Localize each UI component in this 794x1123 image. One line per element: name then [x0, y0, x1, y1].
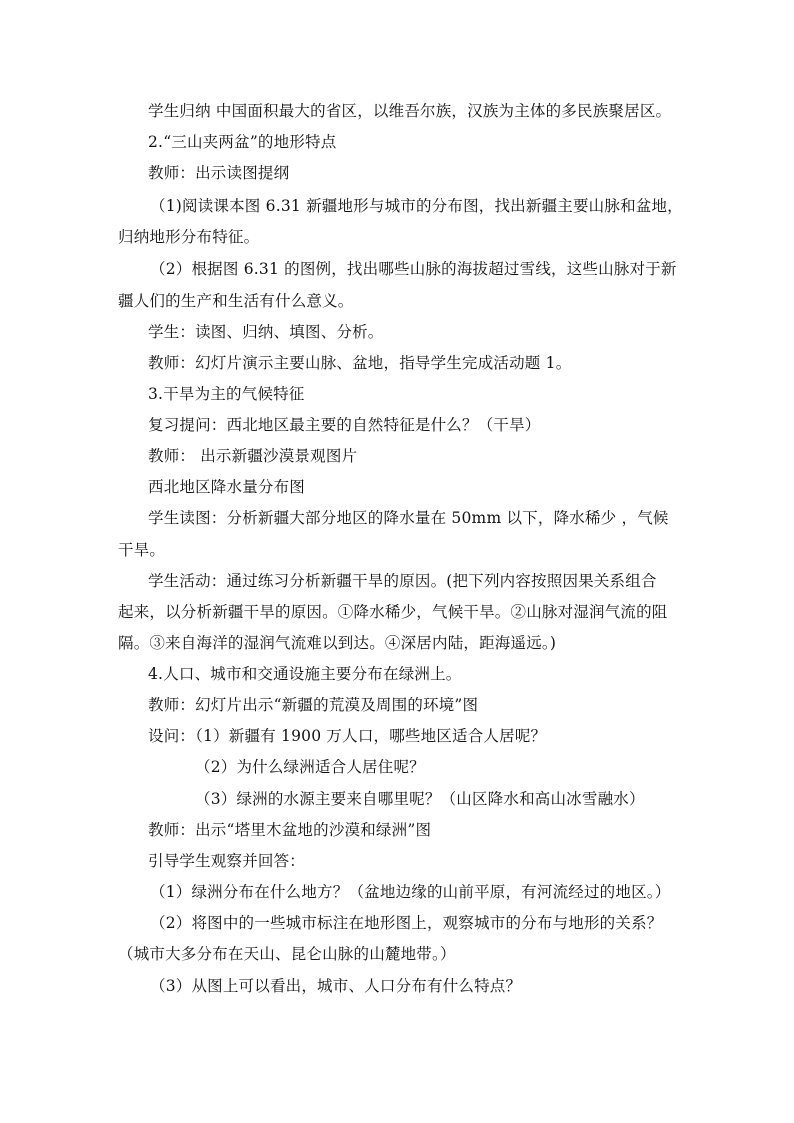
- section-heading: 2.“三山夹两盆”的地形特点: [148, 133, 337, 151]
- text-line: （1)阅读课本图 6.31 新疆地形与城市的分布图，找出新疆主要山脉和盆地，: [150, 197, 683, 215]
- text-line: 教师：幻灯片演示主要山脉、盆地，指导学生完成活动题 1。: [148, 354, 572, 372]
- text-line: （城市大多分布在天山、昆仑山脉的山麓地带。）: [118, 945, 456, 963]
- text-line: 隔。③来自海洋的湿润气流难以到达。④深居内陆，距海遥远。): [118, 634, 557, 652]
- text-line: 教师：幻灯片出示“新疆的荒漠及周围的环境”图: [148, 696, 479, 714]
- text-line: （3）绿洲的水源主要来自哪里呢？（山区降水和高山冰雪融水）: [195, 790, 645, 808]
- text-line: （2）为什么绿洲适合人居住呢？: [195, 758, 425, 776]
- text-line: 设问：（1）新疆有 1900 万人口，哪些地区适合人居呢？: [148, 727, 547, 745]
- text-line: 教师：出示“塔里木盆地的沙漠和绿洲”图: [148, 821, 432, 839]
- text-line: 学生读图：分析新疆大部分地区的降水量在 50mm 以下，降水稀少 ，气候: [148, 509, 669, 527]
- text-line: 学生归纳 中国面积最大的省区，以维吾尔族，汉族为主体的多民族聚居区。: [148, 102, 672, 120]
- text-line: （3）从图上可以看出，城市、人口分布有什么特点？: [150, 977, 522, 995]
- text-line: 学生活动：通过练习分析新疆干旱的原因。(把下列内容按照因果关系组合: [148, 572, 657, 590]
- text-line: 西北地区降水量分布图: [148, 478, 306, 496]
- section-heading: 4.人口、城市和交通设施主要分布在绿洲上。: [148, 665, 462, 683]
- text-line: 复习提问：西北地区最主要的自然特征是什么？（干旱）: [148, 416, 541, 434]
- section-heading: 3.干旱为主的气候特征: [148, 385, 305, 403]
- text-line: （1）绿洲分布在什么地方？（盆地边缘的山前平原，有河流经过的地区。）: [150, 883, 671, 901]
- text-line: 疆人们的生产和生活有什么意义。: [118, 292, 354, 310]
- text-line: 教师：出示读图提纲: [148, 164, 290, 182]
- text-line: （2）根据图 6.31 的图例，找出哪些山脉的海拔超过雪线，这些山脉对于新: [150, 260, 677, 278]
- text-line: 起来，以分析新疆干旱的原因。①降水稀少，气候干旱。②山脉对湿润气流的阻: [118, 603, 668, 621]
- text-line: 引导学生观察并回答：: [148, 852, 306, 870]
- text-line: 归纳地形分布特征。: [118, 228, 260, 246]
- text-line: 教师： 出示新疆沙漠景观图片: [148, 447, 358, 465]
- text-line: 干旱。: [118, 541, 166, 559]
- text-line: （2）将图中的一些城市标注在地形图上，观察城市的分布与地形的关系？: [150, 914, 663, 932]
- text-line: 学生：读图、归纳、填图、分析。: [148, 323, 384, 341]
